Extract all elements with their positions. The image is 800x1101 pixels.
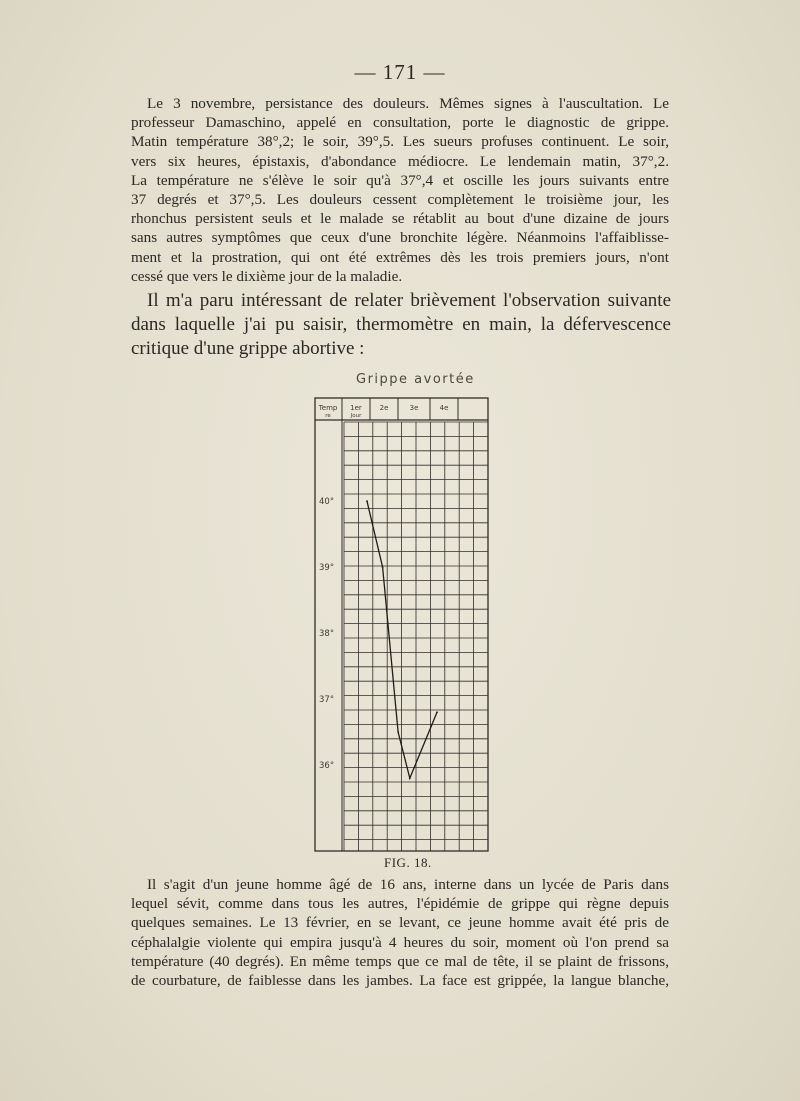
text-line: température (40 degrés). En même temps que ce mal de tête, il se plaint de frissons, [131, 952, 669, 970]
text-line: cessé que vers le dixième jour de la maladie. [131, 267, 403, 285]
text-line: rhonchus persistent seuls et le malade se rétablit au bout d'une dizaine de jours [131, 210, 669, 228]
temperature-point [409, 777, 411, 779]
chart-grid [315, 398, 488, 851]
chart-y-ticks [319, 497, 334, 771]
column-header-2: 2e [379, 404, 389, 412]
paragraph-introduction [131, 289, 671, 361]
y-tick-label: 38° [319, 629, 335, 640]
text-line: Le 3 novembre, persistance des douleurs. Mêmes signes à l'auscultation. Le [147, 95, 669, 112]
text-line: vers six heures, épistaxis, d'abondance médiocre. Le lendemain matin, 37°,2. [131, 152, 669, 170]
text-line: critique d'une grippe abortive : [131, 338, 365, 359]
column-header-4: 4e [439, 404, 449, 412]
text-line: sans autres symptômes que ceux d'une bronchite légère. Néanmoins l'affaiblisse- [131, 229, 669, 247]
chart-header-row [318, 404, 449, 419]
text-line: 37 degrés et 37°,5. Les douleurs cessent complètement le troisième jour, les [131, 191, 669, 209]
text-line: professeur Damaschino, appelé en consultation, porte le diagnostic de grippe. [131, 114, 669, 132]
chart-series [366, 500, 438, 779]
text-line: Matin température 38°,2; le soir, 39°,5. Les sueurs profuses continuent. Le soir, [131, 133, 669, 151]
temperature-point [436, 711, 438, 713]
y-tick-label: 37° [319, 695, 335, 706]
temperature-point [397, 731, 399, 733]
text-line: de courbature, de faiblesse dans les jambes. La face est grippée, la langue blanche, [131, 972, 669, 990]
page-number: — 171 — [354, 60, 446, 84]
temperature-point [366, 500, 368, 502]
text-line: lequel sévit, comme dans tous les autres, l'épidémie de grippe qui règne depuis [131, 895, 669, 913]
y-tick-label: 36° [319, 761, 335, 772]
column-header-1-sub: Jour [350, 413, 362, 419]
text-line: quelques semaines. Le 13 février, en se levant, ce jeune homme avait été pris de [131, 914, 669, 932]
text-line: Il s'agit d'un jeune homme âgé de 16 ans, interne dans un lycée de Paris dans [147, 876, 669, 893]
column-header-0-sub: re [325, 413, 331, 419]
column-header-1: 1er [350, 404, 362, 412]
text-line: Il m'a paru intéressant de relater brièvement l'observation suivante [147, 290, 671, 311]
column-header-0: Temp [318, 404, 338, 412]
text-line: céphalalgie violente qui empira jusqu'à 4 heures du soir, moment où l'on prend sa [131, 933, 669, 951]
paragraph-case-description [131, 875, 669, 990]
column-header-3: 3e [409, 404, 419, 412]
text-line: La température ne s'élève le soir qu'à 37°,4 et oscille les jours suivants entre [131, 171, 669, 189]
figure-caption: FIG. 18. [384, 855, 432, 870]
text-line: ment et la prostration, qui ont été extrêmes dès les trois premiers jours, n'ont [131, 248, 669, 266]
paragraph-case-report [131, 94, 669, 286]
y-tick-label: 39° [319, 563, 335, 574]
y-tick-label: 40° [319, 497, 335, 508]
chart-title: Grippe avortée [356, 372, 475, 387]
temperature-point [382, 566, 384, 568]
temperature-chart [300, 386, 500, 856]
text-line: dans laquelle j'ai pu saisir, thermomètre en main, la défervescence [131, 314, 671, 335]
